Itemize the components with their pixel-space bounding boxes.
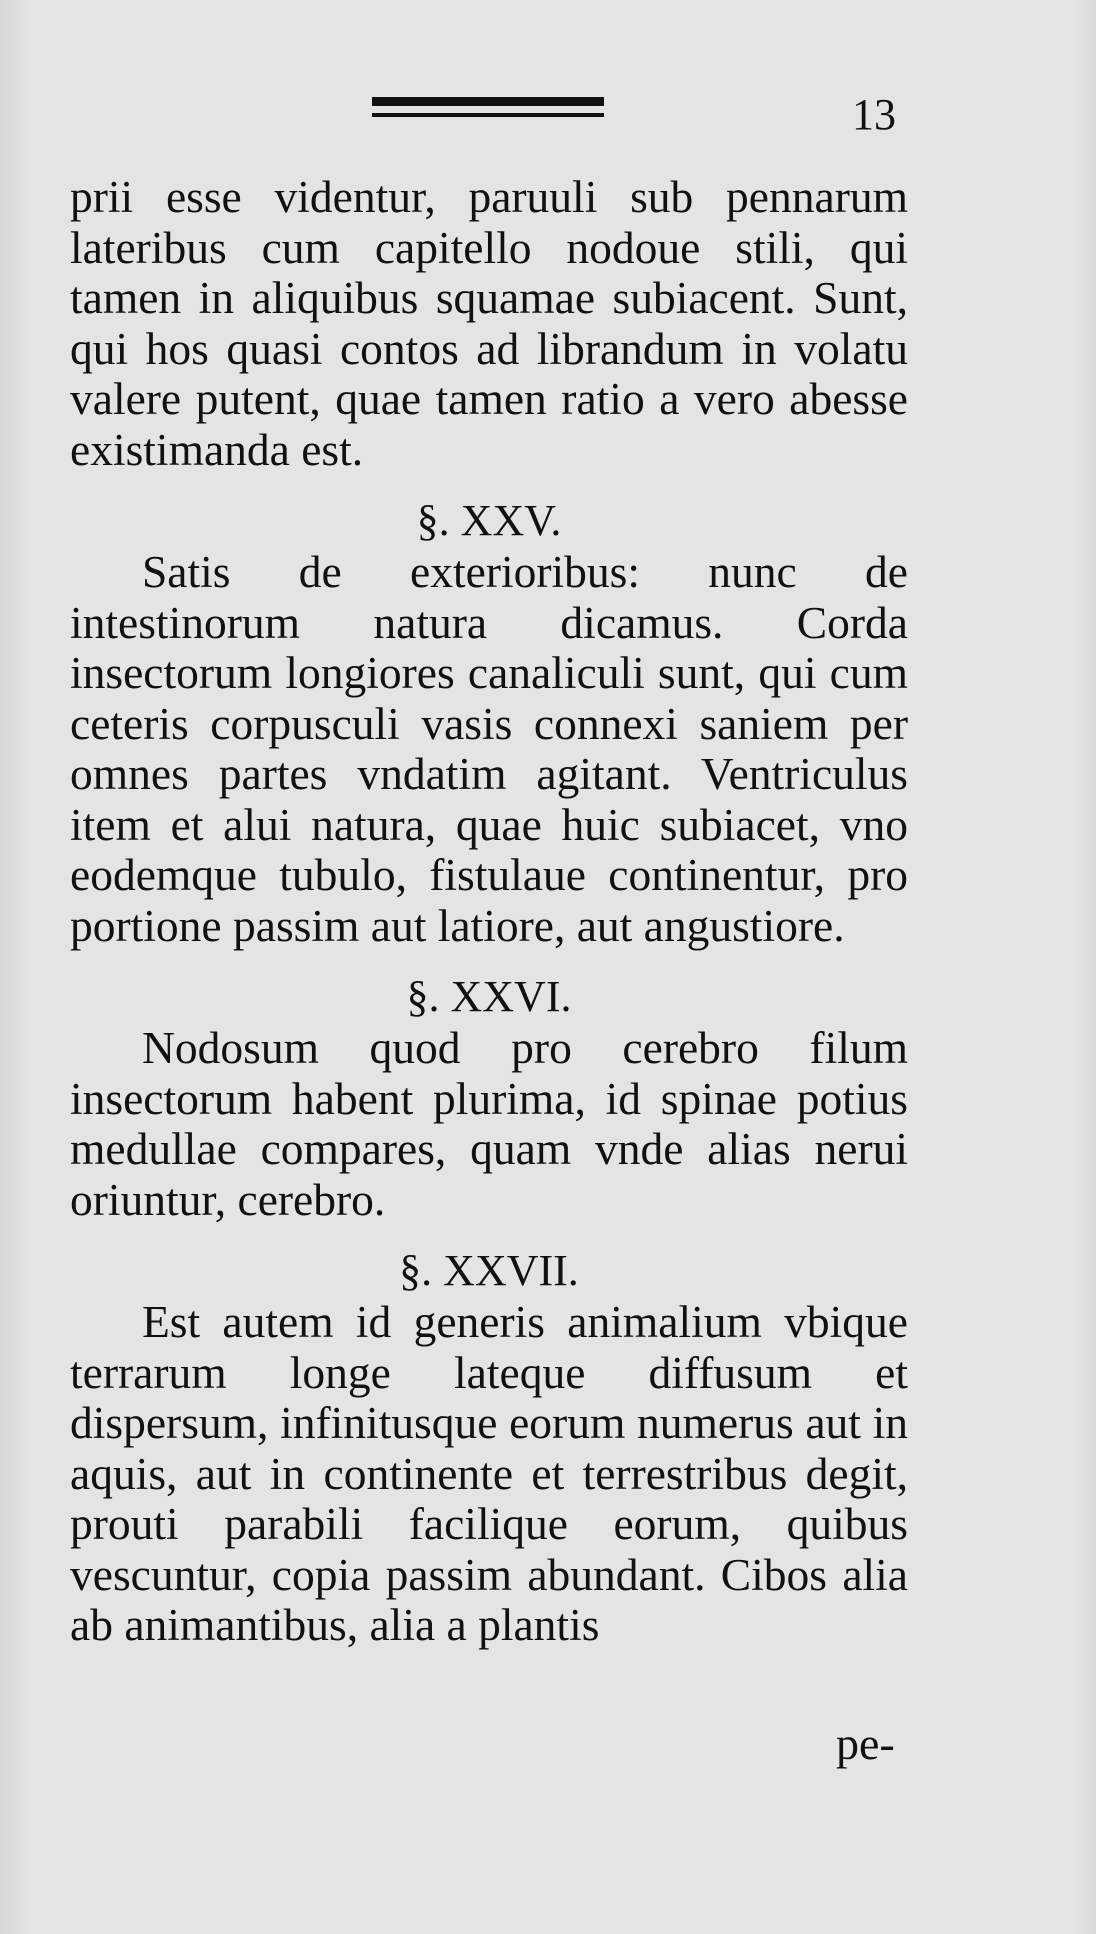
page-number: 13 [852,90,896,139]
header-rule-thick [372,97,604,106]
spacer [70,475,908,495]
section-heading-xxvii: §. XXVII. [399,1246,579,1295]
catchword: pe- [836,1718,895,1769]
paragraph-section-xxvi: Nodosum quod pro cerebro filum insectorum habent plurima, id spinae potius medullae compares, quam vnde alias nerui oriuntur, cerebro. [70,1022,908,1225]
paragraph-section-xxv: Satis de exterioribus: nunc de intestinorum natura dicamus. Corda insectorum longiores canaliculi sunt, qui cum ceteris corpusculi vasis connexi saniem per omnes partes vndatim agitant. Ventriculus item et alui natura, quae huic subiacet, vno eodemque tubulo, fistulaue continentur, pro portione passim aut latiore, aut angustiore. [70,546,908,951]
section-heading-xxvi: §. XXVI. [406,972,572,1021]
section-heading-xxv: §. XXV. [416,496,562,545]
spacer [70,951,908,971]
paragraph-section-xxvii: Est autem id generis animalium vbique terrarum longe lateque diffusum et dispersum, infinitusque eorum numerus aut in aquis, aut in continente et terrestribus degit, prouti parabili facilique eorum, quibus vescuntur, copia passim abundant. Cibos alia ab animantibus, alia a plantis [70,1296,908,1650]
spacer [70,1225,908,1245]
paragraph-continuation: prii esse videntur, paruuli sub pennarum lateribus cum capitello nodoue stili, qui tamen in aliquibus squamae subiacent. Sunt, qui hos quasi contos ad librandum in volatu valere putent, quae tamen ratio a vero abesse existimanda est. [70,171,908,475]
header-rule-thin [372,113,604,117]
page-body [70,172,908,1651]
